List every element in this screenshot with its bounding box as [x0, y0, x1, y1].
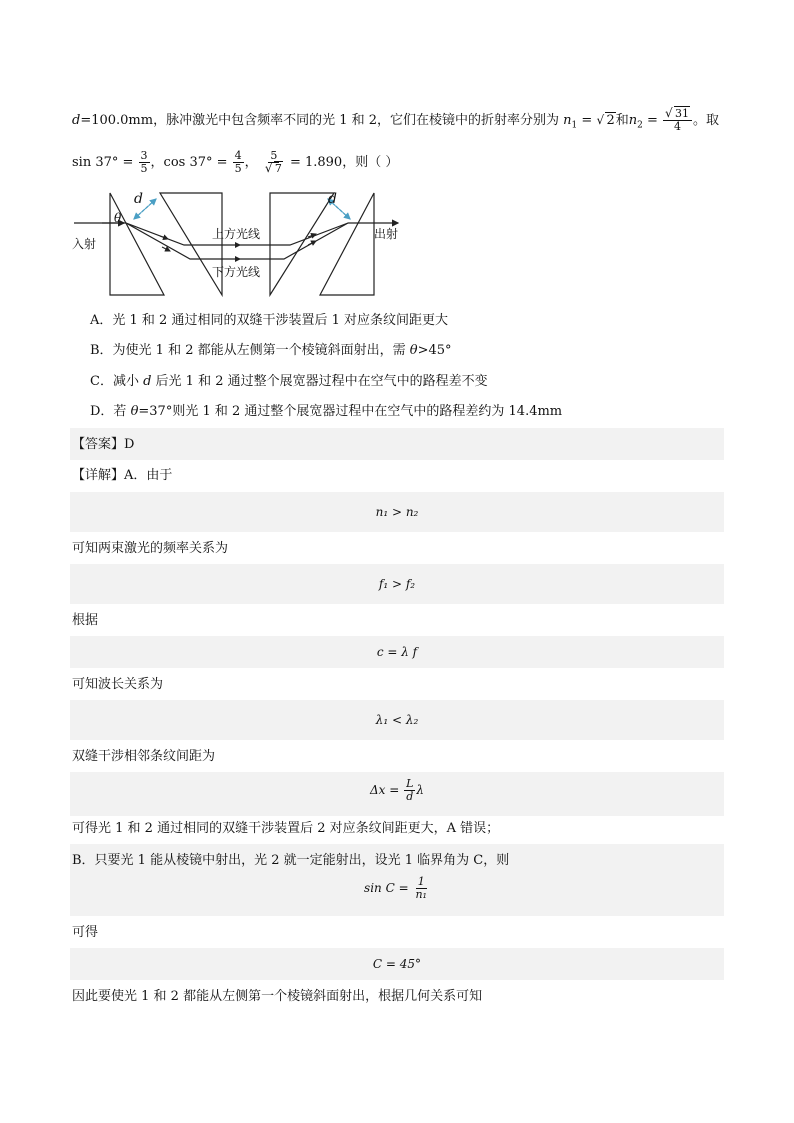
text-8: 因此要使光 1 和 2 都能从左侧第一个棱镜斜面射出，根据几何关系可知 [72, 989, 483, 1004]
lower-ray-arrow-3 [308, 241, 316, 245]
text-5: 可得光 1 和 2 通过相同的双缝干涉装置后 2 对应条纹间距更大，A 错误； [72, 821, 500, 836]
eq6-num: 1 [417, 875, 425, 888]
n1-symbol: n [563, 113, 572, 128]
question-line-1 [72, 108, 719, 135]
choice-b-text-1: B．为使光 1 和 2 都能从左侧第一个棱镜斜面射出，需 [90, 343, 410, 358]
eq7: C = 45° [372, 957, 422, 971]
n2-symbol: n [628, 113, 638, 128]
eq1: n₁ > n₂ [375, 505, 419, 519]
prism-diagram-svg [72, 185, 412, 300]
sin-den: 5 [140, 162, 148, 175]
label-upper-ray: 上方光线 [212, 227, 261, 241]
var-d: d [72, 113, 81, 128]
eq5 [70, 778, 724, 803]
label-d-right: d [328, 191, 337, 207]
choice-a: A．光 1 和 2 通过相同的双缝干涉装置后 1 对应条纹间距更大 [90, 313, 448, 328]
eq5-num: L [406, 777, 414, 790]
eq2: f₁ > f₂ [378, 577, 416, 591]
ratio-num: 5 [270, 149, 278, 162]
prism-diagram [72, 185, 412, 300]
answer-label: 【答案】D [72, 437, 135, 452]
answer-band [70, 428, 724, 460]
eq6-fraction [413, 876, 429, 901]
choice-b-theta: θ [409, 343, 418, 358]
ratio-den: 7 [274, 162, 282, 175]
question-line-2: sin 37° = $\frac{3}{5}$ ，cos 37° = $\frac{4}{5}$ ， 5 √ 7 = 1.890，则（ ） [72, 150, 398, 175]
label-incident: 入射 [72, 237, 97, 251]
choice-c [90, 373, 488, 391]
eq2-band [70, 564, 724, 604]
eq5-fraction [404, 778, 415, 803]
n2-sub: 2 [637, 120, 643, 131]
detail-label: 【详解】A．由于 [72, 468, 173, 483]
eq5-rhs: λ [416, 783, 425, 797]
eq6-den: n₁ [415, 888, 427, 901]
choice-d-theta: θ [130, 404, 139, 419]
choice-d-text-1: D．若 [90, 404, 131, 419]
choice-c-d: d [143, 374, 152, 389]
question-then: ，则（ ） [342, 155, 399, 170]
text-1: 可知两束激光的频率关系为 [72, 541, 229, 556]
choice-d-text-2: =37°则光 1 和 2 通过整个展宽器过程中在空气中的路程差约为 14.4mm [138, 404, 563, 419]
choice-c-text-1: C．减小 [90, 374, 144, 389]
sqrt-2-radicand: 2 [606, 113, 615, 128]
text-3: 可知波长关系为 [72, 677, 164, 692]
text-6: B．只要光 1 能从棱镜中射出，光 2 就一定能射出，设光 1 临界角为 C，则 [72, 853, 510, 868]
eq7-band [70, 948, 724, 980]
sqrt-2 [596, 112, 615, 130]
eq4-band [70, 700, 724, 740]
eq5-band [70, 772, 724, 816]
upper-ray-arrow-1 [160, 236, 168, 239]
eq6-wrap [70, 876, 724, 901]
choice-b [90, 342, 452, 360]
eq1-band [70, 492, 724, 532]
cos-den: 5 [234, 162, 242, 175]
text-4: 双缝干涉相邻条纹间距为 [72, 749, 216, 764]
ratio-fraction [263, 150, 285, 175]
eq5-lhs: Δx = [369, 783, 400, 797]
text-7: 可得 [72, 925, 99, 940]
cos-fraction [233, 150, 244, 175]
ratio-value: = 1.890 [289, 155, 343, 170]
sin-label: sin 37° = [72, 155, 134, 170]
eq6 [70, 876, 724, 901]
prism-4 [320, 193, 374, 295]
n2-fraction [663, 108, 692, 133]
eq-sign-2: = [642, 113, 663, 128]
eq-sign: = [577, 113, 597, 128]
sin-num: 3 [140, 149, 148, 162]
eq6-lhs: sin C = [364, 881, 409, 895]
prism-3 [270, 193, 334, 295]
n1-sub: 1 [571, 120, 578, 131]
eq4: λ₁ < λ₂ [375, 713, 419, 727]
choice-b-text-2: >45° [417, 343, 452, 358]
eq3: c = λ f [376, 645, 418, 659]
question-tail: 。取 [693, 113, 720, 128]
conj-he: 和 [615, 113, 629, 128]
label-theta: θ [114, 211, 122, 225]
sin-fraction [139, 150, 150, 175]
eq5-den: d [406, 790, 414, 803]
eq3-band [70, 636, 724, 668]
cos-label: ，cos 37° = [150, 155, 228, 170]
label-exit: 出射 [374, 227, 399, 241]
n2-num: 31 [675, 107, 690, 120]
choice-c-text-2: 后光 1 和 2 通过整个展宽器过程中在空气中的路程差不变 [151, 374, 488, 389]
choice-d [90, 403, 562, 421]
prism-1 [110, 193, 164, 295]
question-text-1: =100.0mm，脉冲激光中包含频率不同的光 1 和 2，它们在棱镜中的折射率分别为 [80, 113, 560, 128]
text-2: 根据 [72, 613, 99, 628]
cos-num: 4 [234, 149, 242, 162]
n2-den: 4 [674, 120, 682, 133]
label-d-left: d [134, 191, 143, 207]
label-lower-ray: 下方光线 [212, 265, 261, 279]
